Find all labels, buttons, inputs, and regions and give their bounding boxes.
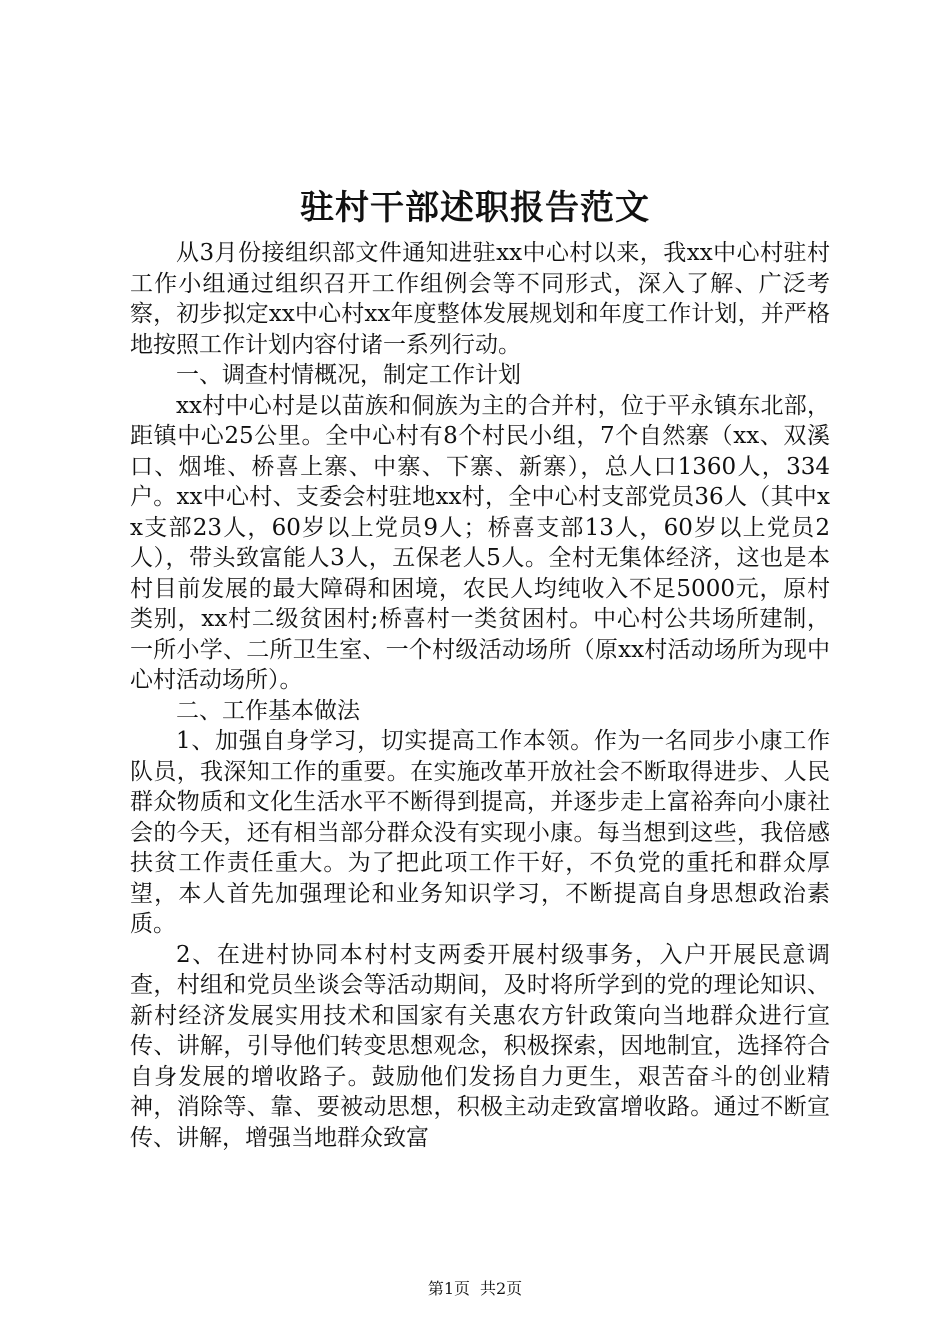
paragraph-self-study: 1、加强自身学习，切实提高工作本领。作为一名同步小康工作队员，我深知工作的重要。在实施改革开放社会不断取得进步、人民群众物质和文化生活水平不断得到提高，并逐步走上富裕奔向小康社会的今天，还有相当部分群众没有实现小康。每当想到这些，我倍感扶贫工作责任重大。为了把此项工作干好，不负党的重托和群众厚望，本人首先加强理论和业务知识学习，不断提高自身思想政治素质。 [130,728,830,937]
paragraph-intro: 从3月份接组织部文件通知进驻xx中心村以来，我xx中心村驻村工作小组通过组织召开工作组例会等不同形式，深入了解、广泛考察，初步拟定xx中心村xx年度整体发展规划和年度工作计划，并严格地按照工作计划内容付诸一系列行动。 [130,240,830,358]
page-number-current: 第1页 [427,1279,470,1298]
document-title: 驻村干部述职报告范文 [300,188,650,228]
section-heading-2: 二、工作基本做法 [176,697,360,724]
document-body [130,238,830,1153]
paragraph-village-overview: xx村中心村是以苗族和侗族为主的合并村，位于平永镇东北部，距镇中心25公里。全中心村有8个村民小组，7个自然寨（xx、双溪口、烟堆、桥喜上寨、中寨、下寨、新寨），总人口1360人，334户。xx中心村、支委会村驻地xx村，全中心村支部党员36人（其中xx支部23人，60岁以上党员9人；桥喜支部13人，60岁以上党员2人），带头致富能人3人，五保老人5人。全村无集体经济，这也是本村目前发展的最大障碍和困境，农民人均纯收入不足5000元，原村类别，xx村二级贫困村;桥喜村一类贫困村。中心村公共场所建制，一所小学、二所卫生室、一个村级活动场所（原xx村活动场所为现中心村活动场所）。 [130,392,830,693]
page-footer [0,1279,950,1299]
section-heading-1: 一、调查村情概况，制定工作计划 [176,362,521,388]
paragraph-village-work: 2、在进村协同本村村支两委开展村级事务，入户开展民意调查，村组和党员坐谈会等活动期间，及时将所学到的党的理论知识、新村经济发展实用技术和国家有关惠农方针政策向当地群众进行宣传、讲解，引导他们转变思想观念，积极探索，因地制宜，选择符合自身发展的增收路子。鼓励他们发扬自力更生，艰苦奋斗的创业精神，消除等、靠、要被动思想，积极主动走致富增收路。通过不断宣传、讲解，增强当地群众致富 [130,941,830,1151]
page-number-total: 共2页 [480,1279,523,1298]
